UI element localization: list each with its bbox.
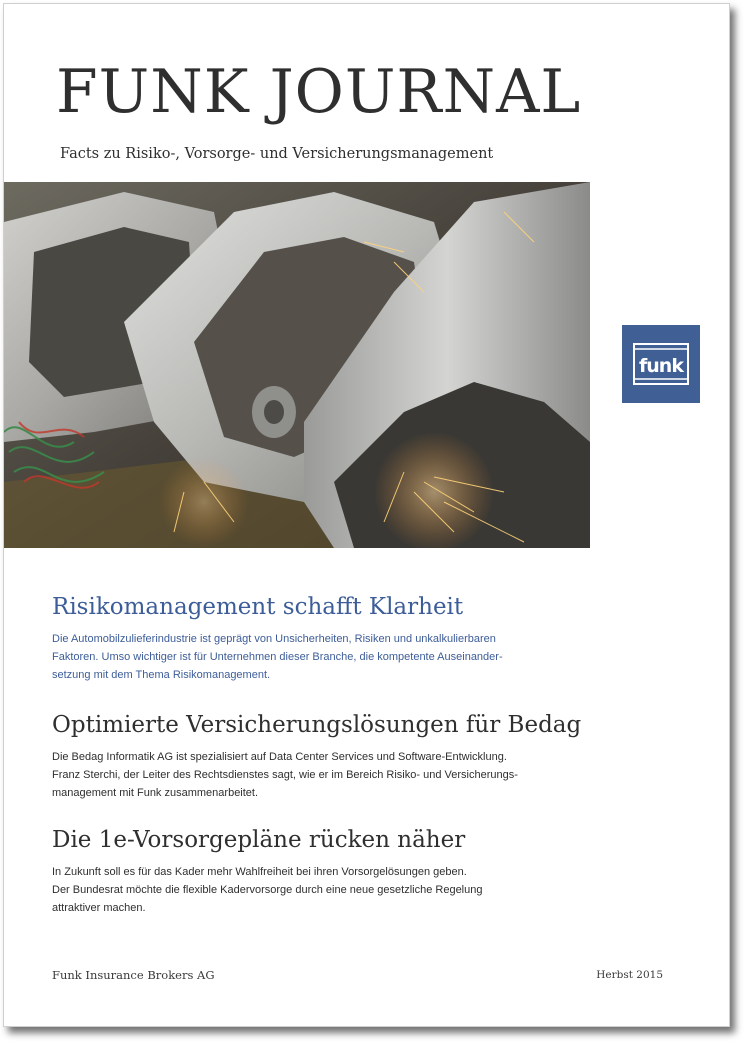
article-headline: Die 1e-Vorsorgepläne rücken näher <box>52 827 466 853</box>
article-vorsorgeplaene <box>52 827 572 917</box>
cover-photo-illustration <box>4 182 590 548</box>
journal-title: FUNK JOURNAL <box>56 57 582 127</box>
article-teaser: Die Bedag Informatik AG ist spezialisiert auf Data Center Services und Software-Entwicklung. Franz Sterchi, der Leiter des Rechtsdienstes sagt, wie er im Bereich Risiko- und Versicherungs- management mit Funk zusammenarbeitet. <box>52 750 518 799</box>
funk-logo-mark <box>622 325 700 403</box>
article-headline: Risikomanagement schafft Klarheit <box>52 594 464 620</box>
article-headline: Optimierte Versicherungslösungen für Bedag <box>52 712 582 738</box>
funk-logo-text: funk <box>639 355 683 377</box>
funk-logo <box>622 325 700 403</box>
cover-photo <box>4 182 590 548</box>
article-risikomanagement <box>52 594 572 684</box>
journal-cover-page <box>3 3 730 1027</box>
article-teaser: In Zukunft soll es für das Kader mehr Wahlfreiheit bei ihren Vorsorgelösungen geben. Der Bundesrat möchte die flexible Kadervorsorge durch eine neue gesetzliche Regelung attraktiver machen. <box>52 865 483 914</box>
publisher-name: Funk Insurance Brokers AG <box>52 968 215 982</box>
article-bedag <box>52 712 582 802</box>
journal-subtitle: Facts zu Risiko-, Vorsorge- und Versicherungsmanagement <box>60 146 494 162</box>
edition-label: Herbst 2015 <box>596 969 663 981</box>
article-teaser: Die Automobilzulieferindustrie ist geprägt von Unsicherheiten, Risiken und unkalkulierbaren Faktoren. Umso wichtiger ist für Unternehmen dieser Branche, die kompetente Auseinander- setzung mit dem Thema Risikomanagement. <box>52 632 503 681</box>
